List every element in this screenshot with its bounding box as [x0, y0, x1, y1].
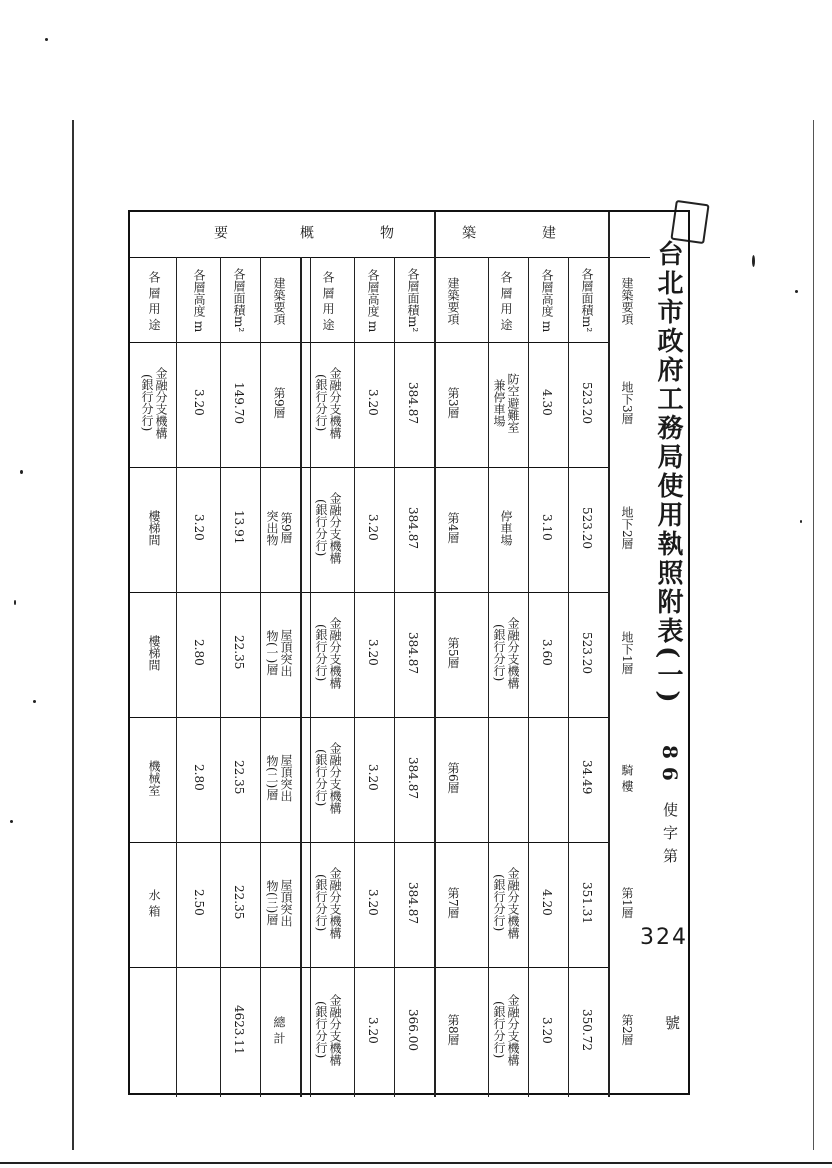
table-cell: 機械室	[147, 759, 161, 796]
table-cell	[482, 715, 530, 840]
table-cell: 金融分支機構 (銀行分行)	[314, 491, 342, 564]
table-cell: 金融分支機構 (銀行分行)	[492, 994, 520, 1066]
table-cell: 第6層	[446, 761, 460, 794]
document-title: 台北市政府工務局使用執照附表(一)	[653, 240, 683, 706]
table-cell: 水 箱	[147, 888, 161, 917]
table-cell: 523.20	[580, 631, 594, 674]
section-label: 築	[460, 225, 476, 239]
table-cell: 金融分支機構 (銀行分行)	[492, 616, 520, 689]
table-cell: 384.87	[406, 881, 420, 924]
table-cell: 3.20	[366, 389, 380, 416]
row-header: 各 層 用 途	[499, 270, 513, 331]
row-header: 各層高度 m	[192, 268, 206, 333]
table-cell: 騎 樓	[620, 763, 634, 792]
table-cell: 3.60	[540, 639, 554, 666]
table-cell: 停車場	[499, 509, 513, 546]
table-cell: 第9層 突出物	[265, 509, 293, 546]
row-header: 各層面積m²	[580, 268, 594, 333]
table-cell: 4.30	[540, 389, 554, 416]
table-cell: 2.80	[192, 639, 206, 666]
table-cell: 34.49	[580, 760, 594, 795]
table-cell: 樓梯間	[147, 634, 161, 671]
table-cell: 3.10	[540, 514, 554, 541]
table-cell: 13.91	[232, 510, 246, 545]
permit-year: 86	[658, 745, 682, 789]
table-cell: 金融分支機構 (銀行分行)	[314, 616, 342, 689]
table-cell: 第8層	[446, 1014, 460, 1046]
table-cell: 地下3層	[620, 380, 634, 425]
table-cell: 樓梯間	[147, 509, 161, 546]
table-cell: 351.31	[580, 881, 594, 924]
table-cell: 22.35	[232, 635, 246, 670]
scan-speck	[10, 820, 13, 823]
table-cell: 523.20	[580, 506, 594, 549]
scan-speck	[20, 470, 23, 474]
section-label: 概	[298, 225, 314, 239]
table-cell	[130, 965, 178, 1095]
row-header: 各層高度 m	[540, 268, 554, 333]
table-cell: 第2層	[620, 1014, 634, 1046]
table-cell: 3.20	[366, 1016, 380, 1044]
table-cell: 2.80	[192, 764, 206, 791]
row-header: 建築要項	[272, 276, 286, 325]
table-cell: 第9層	[272, 386, 286, 419]
row-header: 各層面積m²	[406, 268, 420, 333]
scan-border-left	[72, 120, 74, 1150]
scan-speck	[45, 38, 48, 41]
table-cell: 金融分支機構 (銀行分行)	[492, 866, 520, 939]
table-cell: 523.20	[580, 381, 594, 424]
table-cell: 第3層	[446, 386, 460, 419]
table-cell: 防空避難室 兼停車場	[492, 372, 520, 433]
table-cell: 總 計	[272, 1016, 286, 1044]
row-header: 各層面積m²	[232, 268, 246, 333]
permit-type: 使字第	[661, 801, 679, 871]
table-cell: 地下2層	[620, 505, 634, 550]
table-cell: 4623.11	[232, 1005, 246, 1055]
table-cell: 屋頂突出 物(三)層	[265, 878, 293, 927]
table-cell: 3.20	[366, 514, 380, 541]
table-cell: 金融分支機構 (銀行分行)	[314, 366, 342, 439]
section-label: 建	[540, 225, 556, 239]
table-cell: 4.20	[540, 889, 554, 916]
table-cell: 第7層	[446, 886, 460, 919]
table-cell: 金融分支機構 (銀行分行)	[140, 366, 168, 439]
table-cell: 3.20	[540, 1016, 554, 1044]
section-label: 物	[378, 225, 394, 239]
table-cell: 366.00	[406, 1009, 420, 1051]
table-cell: 第1層	[620, 886, 634, 919]
table-cell: 22.35	[232, 885, 246, 920]
table-cell: 3.20	[192, 389, 206, 416]
table-cell: 3.20	[366, 764, 380, 791]
table-cell: 3.20	[366, 889, 380, 916]
table-cell	[528, 715, 566, 840]
permit-number	[658, 745, 682, 871]
table-cell: 第5層	[446, 636, 460, 669]
row-header: 建築要項	[446, 276, 460, 325]
table-cell: 350.72	[580, 1009, 594, 1051]
table-cell: 3.20	[192, 514, 206, 541]
table-cell: 384.87	[406, 631, 420, 674]
permit-suffix: 號	[663, 1015, 681, 1038]
row-header: 各 層 用 途	[147, 270, 161, 331]
scan-border-right	[813, 120, 814, 1150]
table-cell: 149.70	[232, 381, 246, 424]
scan-speck	[33, 700, 36, 703]
row-header: 各層高度 m	[366, 268, 380, 333]
table-cell: 384.87	[406, 756, 420, 799]
table-cell	[180, 965, 218, 1095]
table-cell: 384.87	[406, 381, 420, 424]
table-cell: 金融分支機構 (銀行分行)	[314, 994, 342, 1066]
table-cell: 384.87	[406, 506, 420, 549]
row-header: 各 層 用 途	[321, 270, 335, 331]
table-cell: 屋頂突出 物(二)層	[265, 753, 293, 802]
table-cell: 金融分支機構 (銀行分行)	[314, 866, 342, 939]
table-cell: 2.50	[192, 889, 206, 916]
scan-speck	[752, 255, 755, 267]
permit-serial: 324	[640, 925, 688, 950]
scan-speck	[14, 600, 16, 605]
row-header: 建築要項	[620, 276, 634, 325]
table-cell: 地下1層	[620, 630, 634, 675]
scan-speck	[795, 290, 798, 293]
table-cell: 第4層	[446, 511, 460, 544]
table-cell: 金融分支機構 (銀行分行)	[314, 741, 342, 814]
table-cell: 22.35	[232, 760, 246, 795]
block-divider	[300, 257, 302, 1097]
scan-border-bottom	[0, 1162, 832, 1164]
table-cell: 屋頂突出 物(一)層	[265, 628, 293, 677]
section-label: 要	[212, 225, 228, 239]
table-cell: 3.20	[366, 639, 380, 666]
scan-speck	[800, 520, 802, 523]
